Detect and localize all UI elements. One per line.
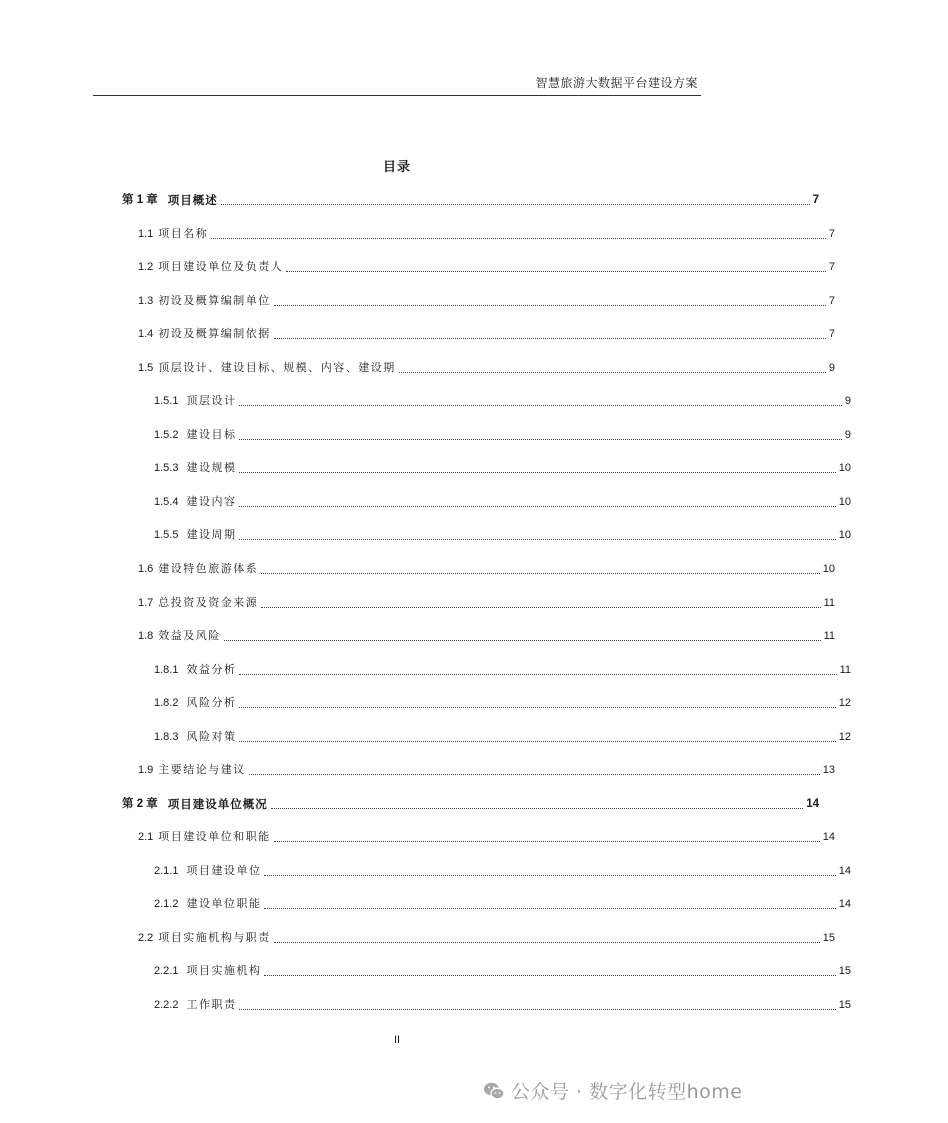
toc-entry-number: 2.1.2: [154, 898, 179, 910]
page-number: II: [393, 1034, 401, 1046]
toc-entry-number: 2.2: [138, 932, 154, 944]
toc-entry-title: 项目概述: [167, 193, 218, 207]
dot-leader: [239, 538, 835, 540]
dot-leader: [239, 505, 835, 507]
toc-entry-page: 9: [844, 395, 851, 407]
toc-entry-number: 2.2.1: [154, 965, 179, 977]
toc-entry-page: 10: [838, 496, 851, 508]
toc-entry-page: 11: [823, 597, 835, 609]
toc-entry-number: 1.3: [138, 295, 154, 307]
toc-title: 目录: [382, 160, 411, 175]
toc-entry-page: 11: [823, 630, 835, 642]
toc-entry-title: 项目建设单位概况: [167, 797, 268, 811]
toc-entry[interactable]: [0, 284, 932, 318]
toc-entry-number: 1.5: [138, 362, 154, 374]
toc-entry-title: 项目建设单位和职能: [158, 830, 271, 843]
toc-entry-title: 顶层设计、建设目标、规模、内容、建设期: [158, 361, 396, 374]
toc-entry-title: 建设特色旅游体系: [158, 562, 259, 575]
toc-entry[interactable]: [0, 586, 932, 620]
toc-entry[interactable]: [0, 954, 948, 988]
dot-leader: [274, 304, 826, 306]
toc-entry-number: 1.5.3: [154, 462, 179, 474]
toc-entry-title: 项目实施机构: [186, 964, 262, 977]
toc-entry-number: 2.2.2: [154, 999, 179, 1011]
toc-entry-title: 建设规模: [186, 461, 237, 474]
toc-entry-number: 1.8.3: [154, 731, 179, 743]
toc-entry-number: 1.9: [138, 764, 154, 776]
wechat-icon: [483, 1081, 505, 1101]
toc-entry[interactable]: [0, 217, 932, 251]
toc-entry-title: 项目实施机构与职责: [158, 931, 271, 944]
watermark-text: 公众号 · 数字化转型home: [511, 1081, 743, 1103]
dot-leader: [286, 270, 826, 272]
toc-entry-page: 14: [806, 798, 819, 810]
toc-entry-page: 15: [822, 932, 835, 944]
dot-leader: [224, 639, 821, 641]
toc-entry-page: 14: [822, 831, 835, 843]
toc-entry-title: 主要结论与建议: [158, 763, 246, 776]
dot-leader: [261, 572, 819, 574]
watermark: [483, 1077, 742, 1104]
dot-leader: [274, 840, 820, 842]
toc-entry[interactable]: [0, 753, 932, 787]
toc-entry-title: 建设周期: [186, 528, 237, 541]
dot-leader: [239, 404, 841, 406]
toc-entry-number: 1.5.4: [154, 496, 179, 508]
toc-entry-number: 2.1: [138, 831, 154, 843]
toc-entry-title: 效益及风险: [158, 629, 221, 642]
toc-entry-page: 10: [838, 529, 851, 541]
toc-entry-page: 10: [822, 563, 835, 575]
toc-entry-title: 初设及概算编制依据: [158, 327, 271, 340]
dot-leader: [264, 974, 835, 976]
dot-leader: [239, 740, 835, 742]
dot-leader: [274, 337, 826, 339]
toc-entry-title: 工作职责: [186, 998, 237, 1011]
document-header-title: 智慧旅游大数据平台建设方案: [535, 76, 698, 90]
toc-entry-page: 13: [822, 764, 835, 776]
toc-entry-title: 建设内容: [186, 495, 237, 508]
toc-entry[interactable]: [0, 787, 916, 821]
toc-entry-page: 11: [839, 664, 851, 676]
toc-entry-number: 1.5.5: [154, 529, 179, 541]
toc-entry[interactable]: [0, 720, 948, 754]
toc-entry-page: 10: [838, 462, 851, 474]
toc-entry-title: 风险对策: [186, 730, 237, 743]
toc-entry[interactable]: [0, 854, 948, 888]
toc-entry[interactable]: [0, 619, 932, 653]
toc-entry-number: 1.8: [138, 630, 154, 642]
toc-entry-number: 1.6: [138, 563, 154, 575]
toc-entry-page: 9: [828, 362, 835, 374]
dot-leader: [239, 673, 836, 675]
toc-entry[interactable]: [0, 384, 948, 418]
toc-entry-page: 7: [828, 261, 835, 273]
toc-entry-number: 1.2: [138, 261, 154, 273]
toc-entry[interactable]: [0, 518, 948, 552]
toc-entry-title: 顶层设计: [186, 394, 237, 407]
dot-leader: [264, 907, 835, 909]
dot-leader: [274, 941, 820, 943]
toc-entry[interactable]: [0, 485, 948, 519]
toc-entry-number: 1.4: [138, 328, 154, 340]
toc-entry-number: 1.8.1: [154, 664, 179, 676]
toc-entry[interactable]: [0, 686, 948, 720]
toc-entry-title: 效益分析: [186, 663, 237, 676]
dot-leader: [239, 471, 835, 473]
toc-entry[interactable]: [0, 351, 932, 385]
toc-entry[interactable]: [0, 653, 948, 687]
dot-leader: [239, 1008, 835, 1010]
toc-entry-title: 建设目标: [186, 428, 237, 441]
toc-entry-number: 1.8.2: [154, 697, 179, 709]
toc-entry-number: 1.1: [138, 228, 154, 240]
toc-entry-number: 第 2 章: [122, 798, 158, 810]
toc-entry-title: 建设单位职能: [186, 897, 262, 910]
dot-leader: [399, 371, 826, 373]
toc-entry-page: 15: [838, 965, 851, 977]
toc-entry[interactable]: [0, 317, 932, 351]
toc-entry-title: 项目建设单位及负责人: [158, 260, 284, 273]
toc-entry-number: 第 1 章: [122, 194, 158, 206]
toc-entry[interactable]: [0, 988, 948, 1022]
toc-entry-page: 7: [812, 194, 819, 206]
toc-entry-number: 1.5.1: [154, 395, 179, 407]
header-divider: [93, 95, 701, 96]
toc-entry-number: 1.5.2: [154, 429, 179, 441]
toc-entry-page: 15: [838, 999, 851, 1011]
dot-leader: [249, 773, 820, 775]
toc-entry-page: 12: [838, 731, 851, 743]
toc-entry[interactable]: [0, 820, 932, 854]
toc-entry-title: 初设及概算编制单位: [158, 294, 271, 307]
toc-entry[interactable]: [0, 250, 932, 284]
toc-entry[interactable]: [0, 183, 916, 217]
toc-entry[interactable]: [0, 921, 932, 955]
toc-entry-title: 项目名称: [158, 227, 209, 240]
toc-entry-title: 总投资及资金来源: [158, 596, 259, 609]
toc-entry-page: 9: [844, 429, 851, 441]
dot-leader: [271, 807, 803, 809]
toc-entry-page: 7: [828, 228, 835, 240]
dot-leader: [261, 606, 820, 608]
dot-leader: [239, 438, 841, 440]
toc-entry[interactable]: [0, 418, 948, 452]
toc-entry[interactable]: [0, 451, 948, 485]
toc-entry-page: 7: [828, 295, 835, 307]
toc-entry-number: 1.7: [138, 597, 154, 609]
toc-entry[interactable]: [0, 552, 932, 586]
toc-entry-page: 12: [838, 697, 851, 709]
toc-entry-page: 7: [828, 328, 835, 340]
toc-entry-page: 14: [838, 898, 851, 910]
toc-entry-number: 2.1.1: [154, 865, 179, 877]
toc-entry-page: 14: [838, 865, 851, 877]
dot-leader: [221, 203, 810, 205]
dot-leader: [211, 237, 826, 239]
toc-entry[interactable]: [0, 887, 948, 921]
toc-entry-title: 项目建设单位: [186, 864, 262, 877]
dot-leader: [239, 706, 835, 708]
dot-leader: [264, 874, 835, 876]
toc-entry-title: 风险分析: [186, 696, 237, 709]
